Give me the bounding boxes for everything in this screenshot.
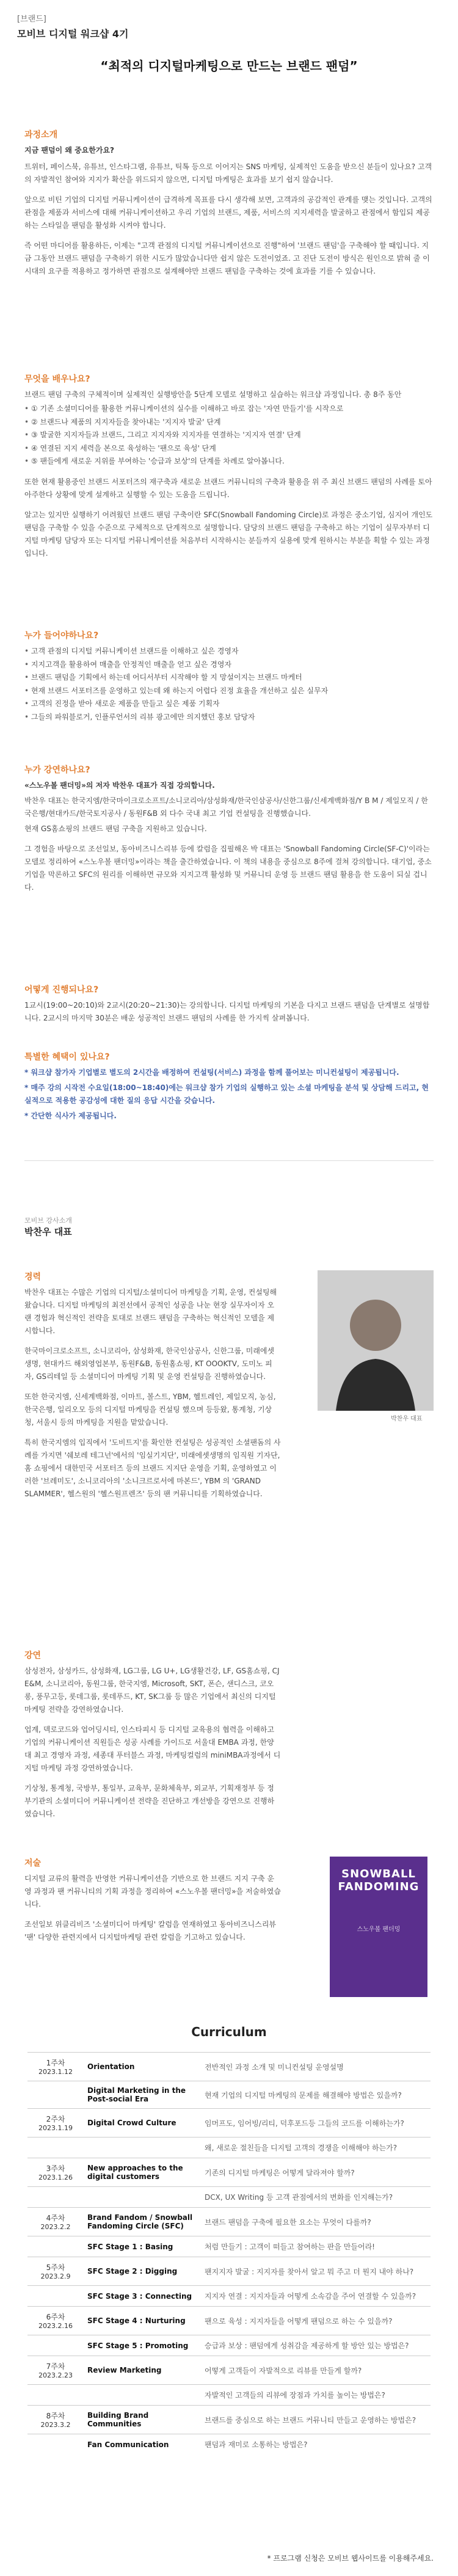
instructor-intro-lead: «스노우볼 팬더밍»의 저자 박찬우 대표가 직접 강의합니다. [24, 781, 215, 790]
description-cell: 전반적인 과정 소개 및 미니컨설팅 운영설명 [201, 2053, 431, 2081]
description-cell: 팬으로 육성 : 지지자들을 어떻게 팬덤으로 하는 수 있을까? [201, 2307, 431, 2335]
intro-paragraph: 즉 어떤 마디어를 활용하든, 이제는 "고객 관점의 디지털 커뮤니케이션으로 진행"하여 '브랜드 팬덤'을 구축해야 할 때입니다. 지금 그동안 브랜드 팬덤을 구축하기 위한 시도가 많았습니다만 쉽지 않은 도전이었죠. 고 진단 도전이 방식은 원인으로 밝혀 줄 이 시대의 요구를 적용하고 정가하면 관점으로 설계해야만 브랜드 팬덤을 구축하는 것에 효과를 기를 수 있습니다. [24, 241, 430, 275]
table-row [27, 2081, 431, 2109]
topic-cell: SFC Stage 1 : Basing [84, 2236, 201, 2257]
week-date: 2023.2.16 [38, 2322, 73, 2330]
table-row [27, 2385, 431, 2406]
week-label: 5주차 [46, 2263, 65, 2272]
lecture-paragraph: 업계, 덱로코드와 업어딩시티, 인스타피시 등 디지털 교육용의 협력을 이해하고 기업의 커뮤니케이션 직원들은 성공 사례를 가이드로 서울대 EMBA 과정, 한양대 최고 경영자 과정, 세종대 푸터블스 과정, 마케팅컬럼의 miniMBA과정에서 디지털 마케팅 과정 강연하였습니다. [24, 1725, 281, 1772]
topic-cell: Digital Crowd Culture [84, 2109, 201, 2138]
book-cover-title-line2: FANDOMING [338, 1880, 420, 1893]
benefits-section [0, 1050, 458, 1130]
learn-paragraph: 알고는 있지만 실행하기 어려웠던 브랜드 팬덤 구축이란 SFC(Snowball Fandoming Circle)로 과정은 중소기업, 심지어 개인도 팬덤을 구축할 수 있을 수준으로 구체적으로 단계적으로 설명합니다. 담당의 브랜드 팬덤을 구축하고 하는 기업이 실무자부터 디지털 마케팅 담당자 또는 디지털 커뮤니케이션를 처음부터 시작하시는 분들까지 실용에 맞게 원하시는 부분을 획할 수 있는 과정입니다. [24, 510, 433, 558]
list-item: • ③ 발굴한 지지자들과 브랜드, 그리고 지지자와 지지자를 연결하는 '지지자 연결' 단계 [24, 429, 434, 442]
table-row [27, 2307, 431, 2335]
week-cell [27, 2158, 84, 2187]
week-cell [27, 2406, 84, 2434]
book-cover-title-line1: SNOWBALL [341, 1868, 416, 1880]
week-date: 2023.2.2 [40, 2223, 71, 2231]
table-row [27, 2406, 431, 2434]
topic-cell: Review Marketing [84, 2356, 201, 2385]
topic-cell: SFC Stage 5 : Promoting [84, 2335, 201, 2356]
career-paragraph: 한국마이크로소프트, 소니코리아, 삼성화재, 한국인삼공사, 신한그룹, 미래에셋생명, 현대카드 해외영업본부, 동원F&B, 동원홈쇼핑, KT OOOKTV, 도미노 피자, GS리테일 등 소셜미디어 마케팅 기획 및 운영 컨설팅을 진행하였습니다. [24, 1347, 275, 1381]
career-title: 경력 [24, 1272, 42, 1282]
week-label: 1주차 [46, 2059, 65, 2067]
benefit-item: * 워크샵 참가자 기업별로 별도의 2시간을 배정하여 컨설팅(서비스) 과정을 함께 풀어보는 미니컨설팅이 제공됩니다. [24, 1068, 399, 1077]
career-paragraph: 또한 한국지엠, 신세계백화점, 이마트, 볼스트, YBM, 헬트레인, 제일모직, 농심, 한국은행, 일리오모 등의 디지털 마케팅을 컨설팅 했으며 등등왔, 통계청, 기상청, 서울시 등의 마케팅을 지원을 맡았습니다. [24, 1392, 276, 1427]
schedule-title: 어떻게 진행되나요? [24, 985, 99, 995]
week-label: 2주차 [46, 2115, 65, 2123]
photo-caption: 박찬우 대표 [391, 1416, 423, 1422]
topic-cell: Brand Fandom / Snowball Fandoming Circle (SFC) [84, 2208, 201, 2236]
speaker-lectures [24, 1649, 281, 1828]
table-row [27, 2286, 431, 2307]
book-title: 저술 [24, 1858, 42, 1868]
book-paragraph: 조선일보 위클리비즈 '소셜미디어 마케팅' 칼럼을 연재하였고 동아비즈니스리뷰 '팬' 다양한 관련지에서 디지털마케팅 관련 칼럼을 기고하고 있습니다. [24, 1920, 277, 1941]
lecture-title: 강연 [24, 1651, 42, 1661]
table-row [27, 2158, 431, 2187]
week-label: 3주차 [46, 2164, 65, 2173]
description-cell: 브랜드 팬덤을 구축에 필요한 요소는 무엇이 다를까? [201, 2208, 431, 2236]
speaker-photo [318, 1270, 434, 1411]
intro-title: 과정소개 [24, 130, 58, 140]
table-row [27, 2053, 431, 2081]
instructor-intro-section [0, 763, 458, 901]
lecture-paragraph: 기상청, 통계청, 국방부, 통일부, 교육부, 문화체육부, 외교부, 기획재정부 등 정부기관의 소셜미디어 커뮤니케이션 전략을 진단하고 개선방을 강연으로 진행하였습니다. [24, 1784, 275, 1818]
topic-cell: Building Brand Communities [84, 2406, 201, 2434]
page-header [0, 0, 458, 74]
instructor-intro-paragraph: 현재 GS홈쇼핑의 브랜드 팬덤 구축을 지원하고 있습니다. [24, 824, 207, 833]
career-paragraph: 특히 한국지엠의 입직에서 '도비트지'를 확인한 컨설팅은 성공적인 소셜팬돔의 사례를 가지면 '쉐보레 테그넌'에서의 '임실기지단', 미래에셋생명의 임직원 기자단, 홈 쇼핑에서 대한민국 서포터즈 등의 브랜드 지지단 운영을 기획, 운영하였고 이러한 '브레미도', 소니코리아의 '소니크르로서에 마본드', YBM 의 'GRAND SLAMMER', 헬스원의 '헬스원프렌즈' 등의 팬 커뮤니티를 기획하였습니다. [24, 1438, 281, 1498]
list-item: • ② 브랜드나 제품의 지지자들을 찾아내는 '지지자 발굴' 단계 [24, 416, 434, 429]
description-cell: 처럼 만들기 : 고객이 떠들고 참여하는 판을 만들어라! [201, 2236, 431, 2257]
speaker-career [24, 1270, 281, 1508]
speaker-name: 박찬우 대표 [24, 1226, 72, 1237]
description-cell: 왜, 새로운 절친들을 디지털 고객의 경쟁을 이해해야 하는가? [201, 2138, 431, 2158]
week-cell [27, 2286, 84, 2307]
week-date: 2023.2.23 [38, 2371, 73, 2379]
table-row [27, 2335, 431, 2356]
brand-name: [브랜드] [17, 15, 46, 24]
description-cell: 승급과 보상 : 팬덤에게 성취감을 제공하게 할 방안 있는 방법은? [201, 2335, 431, 2356]
topic-cell: SFC Stage 4 : Nurturing [84, 2307, 201, 2335]
week-label: 4주차 [46, 2214, 65, 2222]
description-cell: DCX, UX Writing 등 고객 관점에서의 변화를 인지해는가? [201, 2187, 431, 2208]
instructor-intro-paragraph: 박찬우 대표는 한국지엠/한국마이크로소프트/소니코리아/삼성화재/한국인삼공사/신한그룹/신세계백화점/Y B M / 제일모직 / 한국은행/현대카드/한국토지공사 / 동원F&B 외 다수 국내 최고 기업 컨설팅을 진행했습니다. [24, 796, 428, 818]
curriculum-table-wrap [27, 2052, 431, 2454]
intro-paragraph: 트위터, 페이스북, 유튜브, 인스타그램, 유튜브, 틱톡 등으로 이어지는 SNS 마케팅, 실제적인 도움을 받으신 분들이 있나요? 고객의 자발적인 참여와 지지가 확산을 위드되지 않으면, 디지털 마케팅은 효과를 보기 쉽지 않습니다. [24, 162, 432, 184]
schedule-paragraph: 1교시(19:00~20:10)와 2교시(20:20~21:30)는 강의합니다. 디지털 마케팅의 기본을 다지고 브랜드 팬덤을 단계별로 설명합니다. 2교시의 마지막 30분은 배운 성공적인 브랜드 팬덤의 사례를 한 가지씩 살펴봅니다. [24, 1001, 430, 1022]
learn-title: 무엇을 배우나요? [24, 374, 90, 384]
topic-cell: Digital Marketing in the Post-social Era [84, 2081, 201, 2109]
lecture-paragraph: 삼성전자, 삼성카드, 삼성화재, LG그룹, LG U+, LG생활건강, LF, GS홈쇼핑, CJ E&M, 소니코리아, 동원그룹, 한국지엠, Microsoft, SKT, 폰슨, 샌디스크, 코오롱, 풍무고등, 롯데그룹, 롯데푸드, KT, SK그룹 등 많은 기업에서 최신의 디지털 마케팅 전략을 강연하였습니다. [24, 1667, 280, 1714]
list-item: • 현재 브랜드 서포터즈를 운영하고 있는데 왜 하는지 어렵다 진정 효율을 개선하고 싶은 실무자 [24, 685, 434, 698]
topic-cell [84, 2187, 201, 2208]
week-cell [27, 2335, 84, 2356]
book-cover-subtitle: 스노우볼 팬더밍 [357, 1926, 401, 1933]
benefits-title: 특별한 혜택이 있나요? [24, 1052, 110, 1062]
intro-paragraph: 앞으로 비틴 기업의 디지털 커뮤니케이션이 급격하게 목표를 다시 생각해 보면, 고객과의 공감적인 관계를 맺는 것입니다. 고객의 관점을 제품과 서비스에 대해 커뮤니케이션하고 우리 기업의 브랜드, 제품, 서비스의 지지세력을 발굴하고 관점에서 함입되 제공하는 스타일을 팬덤을 활성화 시켜야 합니다. [24, 195, 432, 230]
week-cell [27, 2257, 84, 2286]
book-paragraph: 디지털 교류의 활력을 반영한 커뮤니케이션을 기반으로 한 브랜드 지지 구축 운영 과정과 팬 커뮤니티의 기획 과정을 정리하여 «스노우볼 팬더밍»을 저술하였습니다. [24, 1874, 281, 1908]
audience-title: 누가 들어야하나요? [24, 631, 99, 641]
learn-section [0, 373, 458, 567]
topic-cell [84, 2385, 201, 2406]
list-item: • 브랜드 팬덤을 기획에서 하는데 어디서부터 시작해야 할 지 망설이지는 브랜드 마케터 [24, 671, 434, 685]
description-cell: 기존의 디지털 마케팅은 어떻게 달라져야 할까? [201, 2158, 431, 2187]
week-cell [27, 2208, 84, 2236]
week-date: 2023.2.9 [40, 2272, 71, 2280]
list-item: • 지지고객을 활용하여 매출을 안정적인 매출을 얻고 싶은 경영자 [24, 658, 434, 672]
week-cell [27, 2434, 84, 2455]
week-cell [27, 2236, 84, 2257]
description-cell: 팬지지자 발굴 : 지지자를 찾아서 알고 뭐 주고 더 뭔지 내야 하나? [201, 2257, 431, 2286]
week-date: 2023.1.19 [38, 2124, 73, 2132]
intro-lead: 지금 팬덤이 왜 중요한가요? [24, 146, 115, 155]
week-cell [27, 2307, 84, 2335]
week-cell [27, 2109, 84, 2138]
audience-list [24, 645, 434, 724]
book-cover [330, 1857, 427, 1997]
topic-cell: Fan Communication [84, 2434, 201, 2455]
signup-footnote: * 프로그램 신청은 모비브 웹사이트를 이용해주세요. [267, 2554, 434, 2563]
table-row [27, 2208, 431, 2236]
benefit-item: * 매주 강의 시작전 수요일(18:00~18:40)에는 워크샵 참가 기업의 실행하고 있는 소셜 마케팅을 분석 및 상담해 드리고, 현실적으로 적용한 공감성에 대한 질의 응답 시간을 갖습니다. [24, 1083, 429, 1105]
topic-cell: SFC Stage 3 : Connecting [84, 2286, 201, 2307]
list-item: • 고객의 진정을 받아 새로운 제품을 만들고 싶은 제품 기획자 [24, 697, 434, 711]
learn-steps-list [24, 402, 434, 468]
intro-section [0, 128, 458, 285]
headline: “최적의 디지털마케팅으로 만드는 브랜드 팬덤” [100, 59, 358, 73]
description-cell: 자발적인 고객들의 리뷰에 장점과 가치를 높이는 방법은? [201, 2385, 431, 2406]
week-cell [27, 2081, 84, 2109]
week-cell [27, 2356, 84, 2385]
description-cell: 브랜드를 중심으로 하는 브랜드 커뮤니티 만들고 운영하는 방법은? [201, 2406, 431, 2434]
topic-cell: SFC Stage 2 : Digging [84, 2257, 201, 2286]
list-item: • 그들의 파워블로거, 인플루언서의 리뷰 광고에만 의지했던 홍보 담당자 [24, 711, 434, 724]
curriculum-table [27, 2052, 431, 2454]
week-date: 2023.3.2 [40, 2421, 71, 2429]
topic-cell: Orientation [84, 2053, 201, 2081]
section-divider [24, 1160, 434, 1161]
table-row [27, 2434, 431, 2455]
week-label: 7주차 [46, 2362, 65, 2371]
week-label: 6주차 [46, 2313, 65, 2321]
week-label: 8주차 [46, 2412, 65, 2420]
speaker-header [24, 1215, 72, 1238]
topic-cell: New approaches to the digital customers [84, 2158, 201, 2187]
list-item: • ④ 연결된 지지 세력을 본으로 육성하는 '팬으로 육성' 단계 [24, 442, 434, 456]
learn-paragraph: 브랜드 팬덤 구축의 구체적이며 실제적인 실행방안을 5단계 모델로 설명하고 실습하는 워크샵 과정입니다. 총 8주 동안 [24, 390, 402, 399]
topic-cell [84, 2138, 201, 2158]
series-title: 모비브 디지털 워크샵 4기 [17, 28, 129, 40]
week-cell [27, 2385, 84, 2406]
benefit-item: * 간단한 식사가 제공됩니다. [24, 1112, 117, 1120]
audience-section [0, 629, 458, 724]
speaker-books [24, 1857, 281, 1951]
list-item: • ⑤ 팬들에게 새로운 지위를 부여하는 '승급과 보상'의 단계를 차례로 알아봅니다. [24, 455, 434, 468]
curriculum-title: Curriculum [191, 2025, 267, 2039]
week-cell [27, 2053, 84, 2081]
table-row [27, 2109, 431, 2138]
table-row [27, 2138, 431, 2158]
list-item: • ① 기존 소셜미디어를 활용한 커뮤니케이션의 실수를 이해하고 바로 잡는 '자연 만들기'를 시작으로 [24, 402, 434, 416]
speaker-role: 모비브 강사소개 [24, 1217, 72, 1224]
description-cell: 임머프도, 임어빙/리티, 덕후포드등 그들의 코드를 이해하는가? [201, 2109, 431, 2138]
description-cell: 지지자 연결 : 지지자들과 어떻게 소속감을 주어 연결할 수 있을까? [201, 2286, 431, 2307]
table-row [27, 2356, 431, 2385]
instructor-intro-title: 누가 강연하나요? [24, 765, 90, 775]
career-paragraph: 박찬우 대표는 수많은 기업의 디지털/소셜미디어 마케팅을 기획, 운영, 컨설팅해 왔습니다. 디지털 마케팅의 최전선에서 공적인 성공을 나눈 현장 실무자이자 오랜 경험과 혁신적인 전략을 토대로 브랜드 팬덤을 구축하는 혁신적인 모델을 제시합니다. [24, 1288, 277, 1335]
table-row [27, 2257, 431, 2286]
week-cell [27, 2187, 84, 2208]
description-cell: 어떻게 고객들이 자발적으로 리뷰를 만들게 할까? [201, 2356, 431, 2385]
person-silhouette-icon [318, 1270, 434, 1411]
week-cell [27, 2138, 84, 2158]
week-date: 2023.1.26 [38, 2174, 73, 2181]
instructor-intro-paragraph: 그 경험을 바탕으로 조선일보, 동아비즈니스리뷰 등에 칼럼을 집필해온 박 대표는 'Snowball Fandoming Circle(SF-C)'이라는 모델로 정리하여 «스노우볼 팬더밍»이라는 책을 출간하였습니다. 이 책의 내용을 중심으로 8주에 걸쳐 강의합니다. 대기업, 중소기업을 막론하고 SFC의 원리를 이해하면 규모와 지지고객 활성화 및 커뮤니티 운영 등 브랜드 팬덤 활용을 한 도움이 되실 겁니다. [24, 845, 432, 892]
list-item: • 고객 관점의 디지털 커뮤니케이션 브랜드를 이해하고 싶은 경영자 [24, 645, 434, 658]
table-row [27, 2187, 431, 2208]
description-cell: 현재 기업의 디지털 마케팅의 문제를 해결해야 방법은 있을까? [201, 2081, 431, 2109]
learn-paragraph: 또한 현재 활용중인 브랜드 서포터즈의 재구축과 새로운 브랜드 커뮤니티의 구축과 활용을 위 주 최신 브랜드 팬덤의 사례를 토아 아주한다 상황에 맞게 설계하고 실행할 수 있는 도움을 드립니다. [24, 477, 432, 499]
table-row [27, 2236, 431, 2257]
schedule-section [0, 983, 458, 1032]
week-date: 2023.1.12 [38, 2068, 73, 2076]
description-cell: 팬덤과 재미로 소통하는 방법은? [201, 2434, 431, 2455]
